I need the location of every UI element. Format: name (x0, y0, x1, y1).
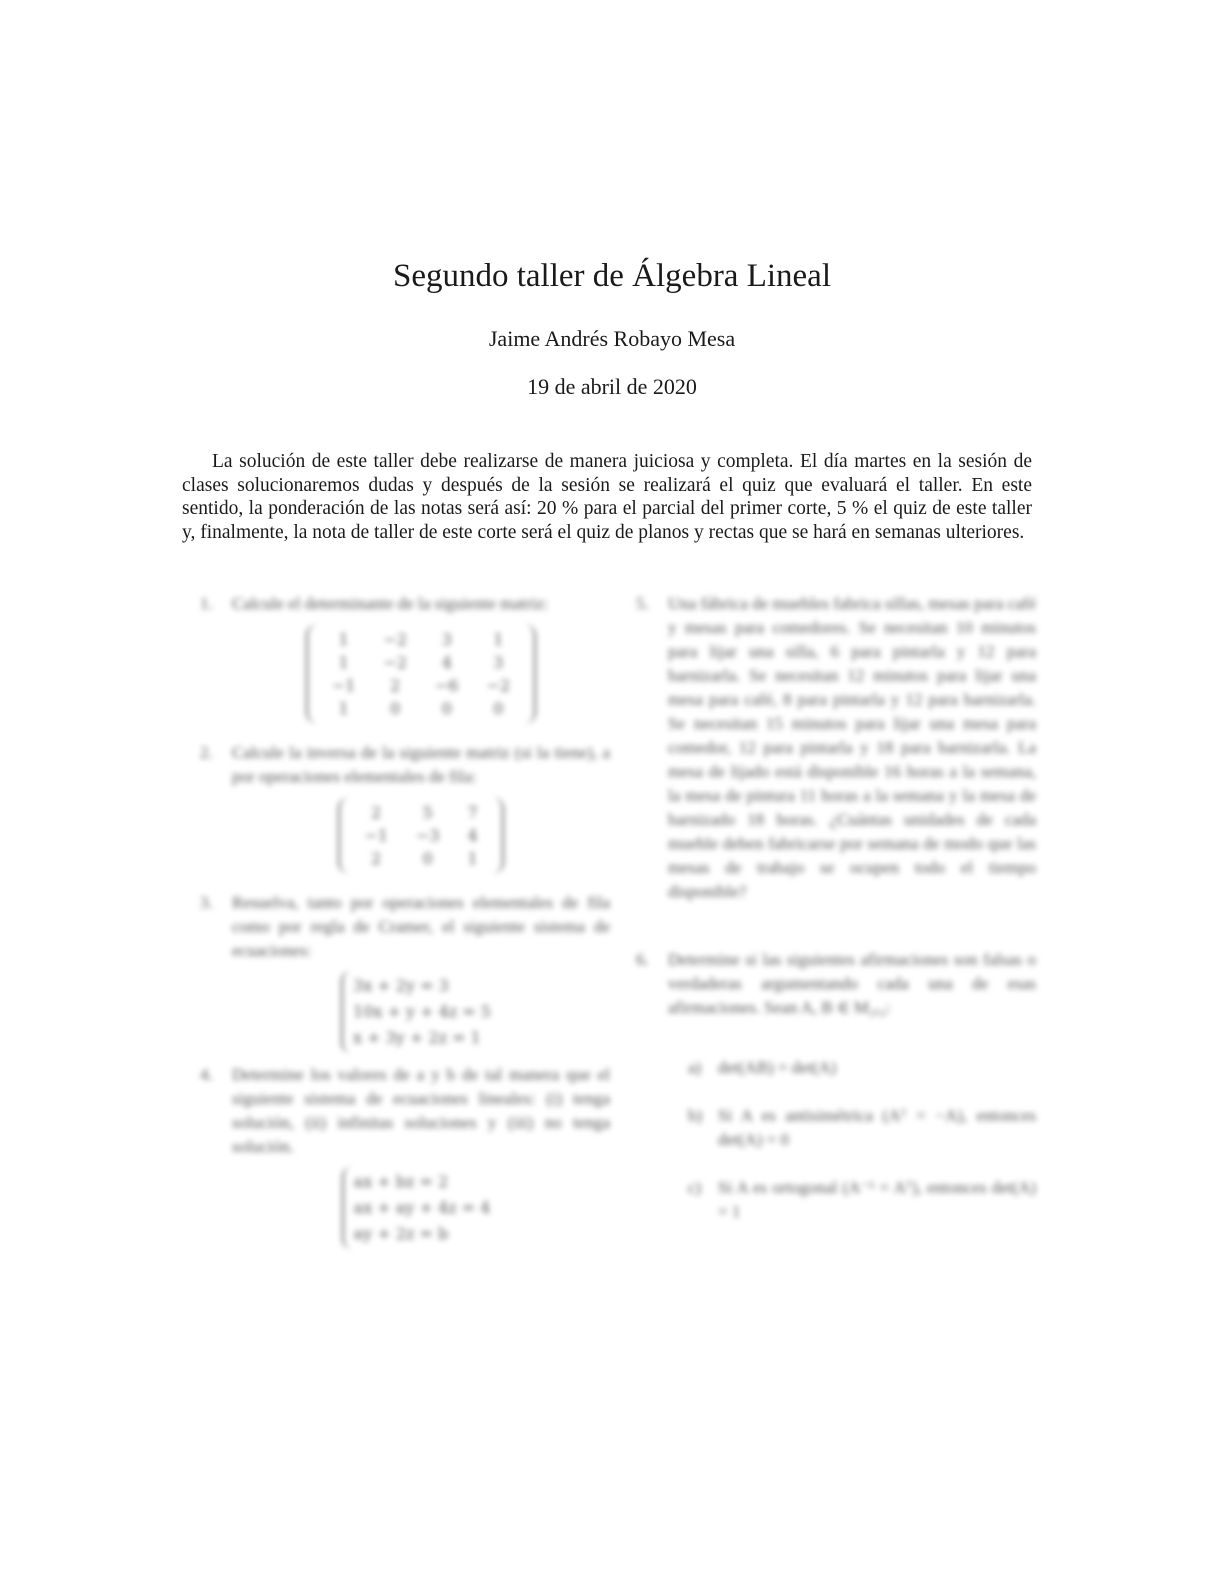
sub-item-label: c) (688, 1178, 702, 1197)
equation: 10x + y + 4z = 5 (353, 1002, 491, 1021)
matrix (306, 624, 536, 724)
matrix-cell: −2 (486, 676, 511, 695)
matrix-cell: −2 (383, 653, 407, 672)
equation-system (342, 1167, 501, 1249)
matrix-cell: 1 (338, 653, 349, 672)
exercise-6 (636, 948, 1036, 1224)
sub-item-list (668, 1056, 1036, 1224)
matrix-cell: 2 (371, 849, 382, 868)
exercise-3 (200, 891, 610, 1053)
sub-item-label: b) (688, 1106, 703, 1125)
matrix-cell: 3 (441, 630, 452, 649)
matrix-cell: 0 (493, 699, 504, 718)
sub-item (688, 1104, 1036, 1152)
matrix-block (232, 797, 610, 881)
matrix-cell: 3 (493, 653, 504, 672)
matrix-cell: −1 (331, 676, 356, 695)
document-author: Jaime Andrés Robayo Mesa (488, 326, 736, 351)
matrix-cell: −6 (435, 676, 459, 695)
matrix-cell: −2 (383, 630, 407, 649)
exercise-text: Una fábrica de muebles fabrica sillas, mesas para café y mesas para comedores. Se necesitan 10 minutos para lijar una silla, 6 para pintarla y 12 para barnizarla. Se necesitan 12 minutos para lijar una mesa para café, 8 para pintarla y 12 para barnizarla. Se necesitan 15 minutos para lijar una mesa para comedor, 12 para pintarla y 18 para barnizarla. La mesa de lijado está disponible 16 horas a la semana, la mesa de pintura 11 horas a la semana y la mesa de barnizado 18 horas. ¿Cuántas unidades de cada mueble deben fabricarse por semana de modo que las mesas de trabajo se ocupen todo el tiempo disponible? (668, 594, 1036, 901)
exercise-text: Resuelva, tanto por operaciones elementales de fila como por regla de Cramer, el siguiente sistema de ecuaciones: (232, 893, 610, 960)
document-date: 19 de abril de 2020 (527, 374, 697, 399)
sub-item (688, 1056, 1036, 1080)
matrix-cell: 1 (338, 699, 349, 718)
sub-item-label: a) (688, 1058, 702, 1077)
system-block (232, 971, 610, 1053)
equation: x + 3y + 2z = 1 (353, 1028, 481, 1047)
exercise-number: 4. (200, 1065, 213, 1084)
exercise-2 (200, 741, 610, 881)
system-block (232, 1167, 610, 1249)
equation: 3x + 2y = 3 (353, 976, 449, 995)
matrix-cell: 1 (338, 630, 349, 649)
equation: ay + 2z = b (353, 1224, 449, 1243)
matrix (338, 797, 503, 874)
exercises-left-column (200, 592, 610, 1259)
exercise-text: Calcule el determinante de la siguiente matriz: (232, 594, 549, 613)
exercise-number: 3. (200, 893, 213, 912)
equation: ax + bz = 2 (353, 1172, 449, 1191)
matrix-cell: 0 (390, 699, 401, 718)
exercise-5 (636, 592, 1036, 904)
sub-item-text: Si A es ortogonal (A⁻¹ = Aᵀ), entonces det(A) = 1 (718, 1178, 1036, 1221)
matrix-cell: 0 (441, 699, 452, 718)
exercise-4 (200, 1063, 610, 1249)
sub-item-text: Si A es antisimétrica (Aᵀ = −A), entonces det(A) = 0 (718, 1106, 1036, 1149)
exercises-right-column (636, 592, 1036, 1248)
matrix-cell: −1 (364, 826, 388, 845)
exercise-1 (200, 592, 610, 731)
exercise-text: Determine si las siguientes afirmaciones son falsas o verdaderas argumentando cada una de esas afirmaciones. Sean A, B ∈ M₂ₓ₂: (668, 950, 1036, 1017)
matrix-cell: 2 (371, 803, 382, 822)
exercise-text: Determine los valores de a y b de tal manera que el siguiente sistema de ecuaciones lineales: (i) tenga solución, (ii) infinitas soluciones y (iii) no tenga solución. (232, 1065, 610, 1156)
matrix-cell: 0 (422, 849, 433, 868)
matrix-cell: 1 (493, 630, 504, 649)
matrix-cell: 1 (467, 849, 478, 868)
exercise-number: 1. (200, 594, 213, 613)
exercise-number: 5. (636, 594, 649, 613)
matrix-cell: 7 (467, 803, 478, 822)
matrix-cell: −3 (415, 826, 440, 845)
equation: ax + ay + 4z = 4 (353, 1198, 491, 1217)
sub-item-text: det(AB) = det(A) (718, 1058, 837, 1077)
matrix-cell: 2 (390, 676, 401, 695)
exercise-number: 2. (200, 743, 213, 762)
intro-paragraph: La solución de este taller debe realizarse de manera juiciosa y completa. El día martes en la sesión de clases solucionaremos dudas y después de la sesión se realizará el quiz que evaluará el taller. En este sentido, la ponderación de las notas será así: 20 % para el parcial del primer corte, 5 % el quiz de este taller y, finalmente, la nota de taller de este corte será el quiz de planos y rectas que se hará en semanas ulteriores. (182, 451, 1032, 543)
equation-system (341, 971, 501, 1053)
exercise-text: Calcule la inversa de la siguiente matriz (si la tiene), a por operaciones elementales de fila: (232, 743, 610, 786)
exercise-number: 6. (636, 950, 649, 969)
matrix-cell: 5 (422, 803, 433, 822)
sub-item (688, 1176, 1036, 1224)
matrix-cell: 4 (441, 653, 452, 672)
document-title: Segundo taller de Álgebra Lineal (392, 258, 831, 294)
matrix-cell: 4 (467, 826, 478, 845)
matrix-block (232, 624, 610, 731)
